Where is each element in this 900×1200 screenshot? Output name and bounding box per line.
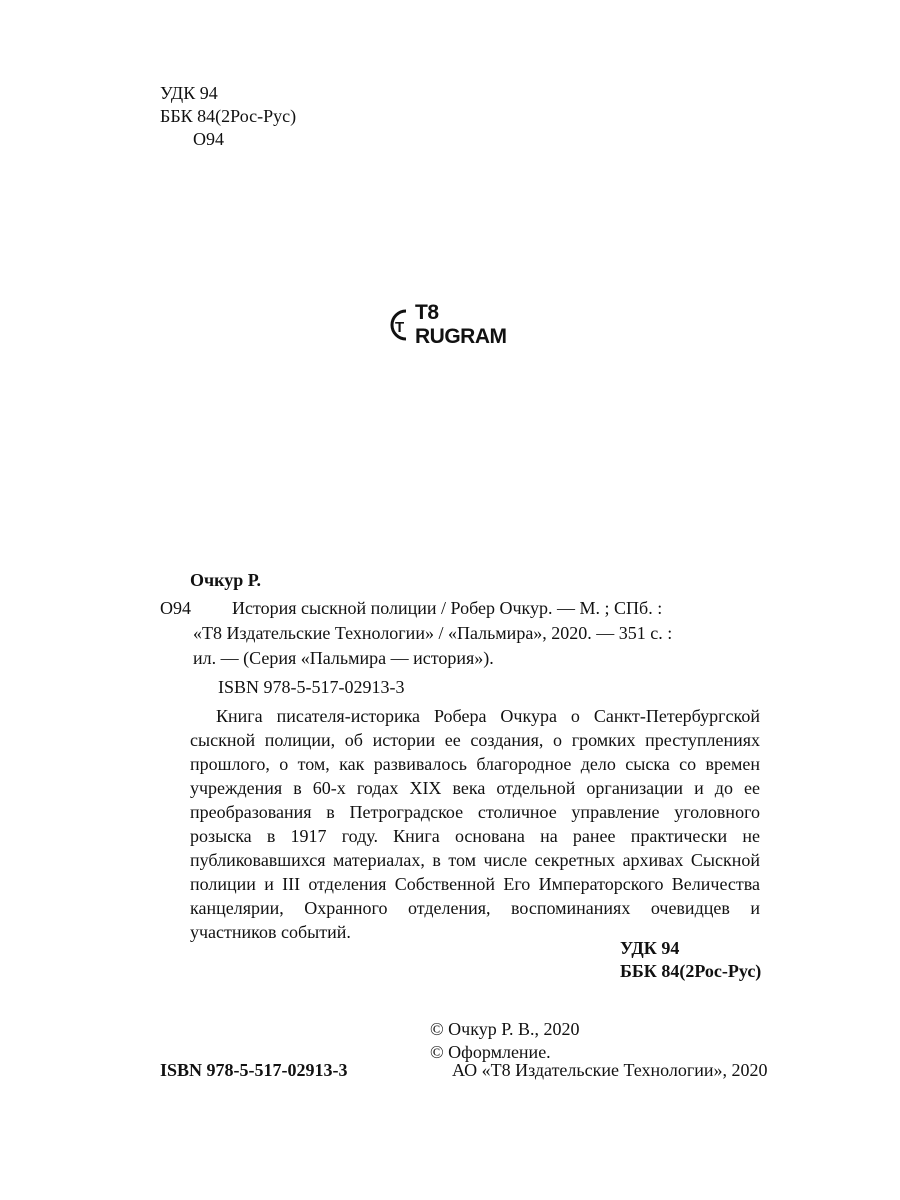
- record-author: Очкур Р.: [190, 570, 262, 590]
- copyright-author: © Очкур Р. В., 2020: [430, 1019, 580, 1039]
- header-bbk: ББК 84(2Рос-Рус): [160, 106, 297, 126]
- record-isbn: ISBN 978-5-517-02913-3: [218, 677, 405, 697]
- logo-text: T8 RUGRAM: [415, 301, 507, 348]
- rugram-logo-icon: [386, 307, 412, 343]
- header-udk: УДК 94: [160, 83, 218, 103]
- record-code: О94: [160, 598, 191, 618]
- classification-udk: УДК 94: [620, 938, 680, 958]
- record-title-line-1: История сыскной полиции / Робер Очкур. — М. ; СПб. :: [232, 598, 663, 618]
- footer-isbn: ISBN 978-5-517-02913-3: [160, 1060, 348, 1080]
- annotation-paragraph: Книга писателя-историка Робера Очкура о Санкт-Петербургской сыскной полиции, об истории ее создания, о громких преступлениях прошлого, о том, как развивалось благородное дело сыска со времен учреждения в 60-х годах XIX века отдельной организации и до ее преобразования в Петроградское столичное управление уголовного розыска в 1917 году. Книга основана на ранее практически не публиковавшихся материалах, в том числе секретных архивах Сыскной полиции и III отделения Собственной Его Императорского Величества канцелярии, Охранного отделения, воспоминаниях очевидцев и участников событий.: [190, 706, 760, 942]
- record-title-line-3: ил. — (Серия «Пальмира — история»).: [193, 648, 494, 668]
- copyright-publisher: АО «Т8 Издательские Технологии», 2020: [452, 1060, 768, 1080]
- record-title-line-2: «Т8 Издательские Технологии» / «Пальмира», 2020. — 351 с. :: [193, 623, 673, 643]
- copyright-design: © Оформление.: [430, 1042, 551, 1062]
- header-code: О94: [193, 129, 224, 149]
- svg-text:T: T: [395, 319, 405, 336]
- publisher-logo: [386, 301, 531, 348]
- classification-bbk: ББК 84(2Рос-Рус): [620, 961, 762, 981]
